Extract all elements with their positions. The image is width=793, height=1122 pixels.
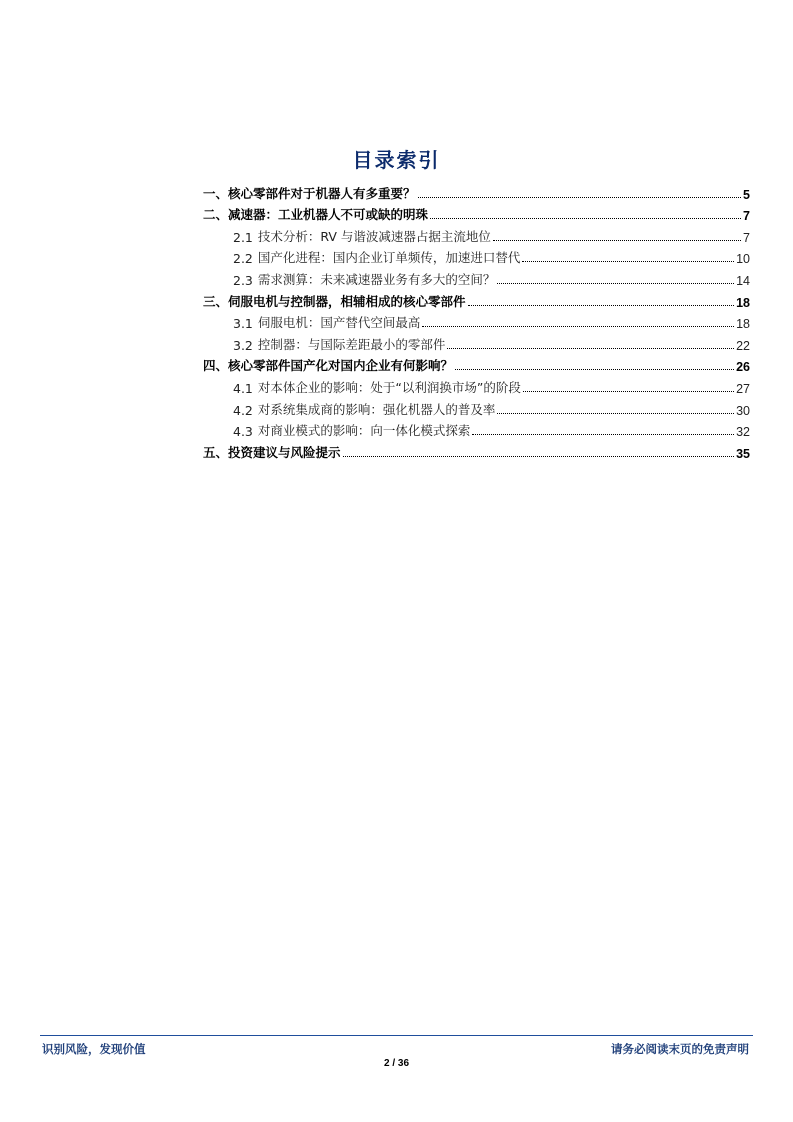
toc-text: 伺服电机：国产替代空间最高 xyxy=(257,315,421,331)
toc-subsection[interactable] xyxy=(203,331,750,353)
toc-subsection[interactable] xyxy=(203,374,750,396)
toc-text: 需求测算：未来减速器业务有多大的空间？ xyxy=(257,271,496,287)
toc-section[interactable] xyxy=(203,353,750,375)
toc-page-number: 7 xyxy=(743,230,750,245)
toc-leader-dots xyxy=(418,196,742,198)
toc-section[interactable] xyxy=(203,288,750,310)
toc-number: 4.2 xyxy=(233,402,253,418)
table-of-contents xyxy=(203,180,750,461)
toc-leader-dots xyxy=(422,325,734,327)
toc-number: 2.3 xyxy=(233,272,253,288)
toc-leader-dots xyxy=(522,260,734,262)
toc-subsection[interactable] xyxy=(203,310,750,332)
toc-leader-dots xyxy=(343,455,735,457)
toc-page-number: 30 xyxy=(736,403,750,418)
toc-page-number: 14 xyxy=(736,273,750,288)
toc-number: 3.1 xyxy=(233,316,253,332)
toc-leader-dots xyxy=(497,282,734,284)
footer-divider xyxy=(40,1035,753,1036)
toc-section[interactable] xyxy=(203,439,750,461)
toc-text: 二、减速器：工业机器人不可或缺的明珠 xyxy=(203,207,429,223)
toc-leader-dots xyxy=(523,390,734,392)
toc-text: 一、核心零部件对于机器人有多重要？ xyxy=(203,185,416,201)
toc-text: 对系统集成商的影响：强化机器人的普及率 xyxy=(257,401,496,417)
toc-text: 三、伺服电机与控制器，相辅相成的核心零部件 xyxy=(203,293,466,309)
toc-page-number: 10 xyxy=(736,252,750,267)
toc-page-number: 32 xyxy=(736,425,750,440)
toc-page-number: 18 xyxy=(736,317,750,332)
footer-slogan: 识别风险，发现价值 xyxy=(42,1042,146,1056)
toc-page-number: 18 xyxy=(736,295,750,310)
toc-text: 国产化进程：国内企业订单频传，加速进口替代 xyxy=(257,250,521,266)
toc-page-number: 26 xyxy=(736,360,750,375)
toc-subsection[interactable] xyxy=(203,396,750,418)
toc-leader-dots xyxy=(472,433,734,435)
toc-page-number: 35 xyxy=(736,446,750,461)
toc-text: 五、投资建议与风险提示 xyxy=(203,444,341,460)
toc-number: 4.1 xyxy=(233,380,253,396)
toc-number: 2.1 xyxy=(233,229,253,245)
toc-subsection[interactable] xyxy=(203,266,750,288)
toc-section[interactable] xyxy=(203,180,750,202)
toc-leader-dots xyxy=(468,304,735,306)
toc-number: 2.2 xyxy=(233,251,253,267)
toc-subsection[interactable] xyxy=(203,245,750,267)
toc-number: 3.2 xyxy=(233,337,253,353)
toc-number: 4.3 xyxy=(233,424,253,440)
toc-page-number: 22 xyxy=(736,338,750,353)
toc-text: 四、核心零部件国产化对国内企业有何影响？ xyxy=(203,358,454,374)
footer-disclaimer-note: 请务必阅读末页的免责声明 xyxy=(611,1042,749,1056)
toc-page-number: 7 xyxy=(743,209,750,224)
toc-leader-dots xyxy=(430,217,741,219)
toc-leader-dots xyxy=(455,368,734,370)
toc-leader-dots xyxy=(497,412,734,414)
toc-text: 对商业模式的影响：向一体化模式探索 xyxy=(257,423,471,439)
toc-subsection[interactable] xyxy=(203,418,750,440)
toc-leader-dots xyxy=(493,239,741,241)
toc-page-number: 27 xyxy=(736,381,750,396)
toc-text: 对本体企业的影响：处于“以利润换市场”的阶段 xyxy=(257,379,521,395)
toc-title: 目录索引 xyxy=(352,148,441,172)
page-number: 2 / 36 xyxy=(383,1058,410,1069)
toc-page-number: 5 xyxy=(743,187,750,202)
toc-subsection[interactable] xyxy=(203,223,750,245)
toc-leader-dots xyxy=(447,347,734,349)
toc-text: 控制器：与国际差距最小的零部件 xyxy=(257,336,446,352)
toc-text: 技术分析：RV 与谐波减速器占据主流地位 xyxy=(257,228,491,244)
toc-section[interactable] xyxy=(203,202,750,224)
